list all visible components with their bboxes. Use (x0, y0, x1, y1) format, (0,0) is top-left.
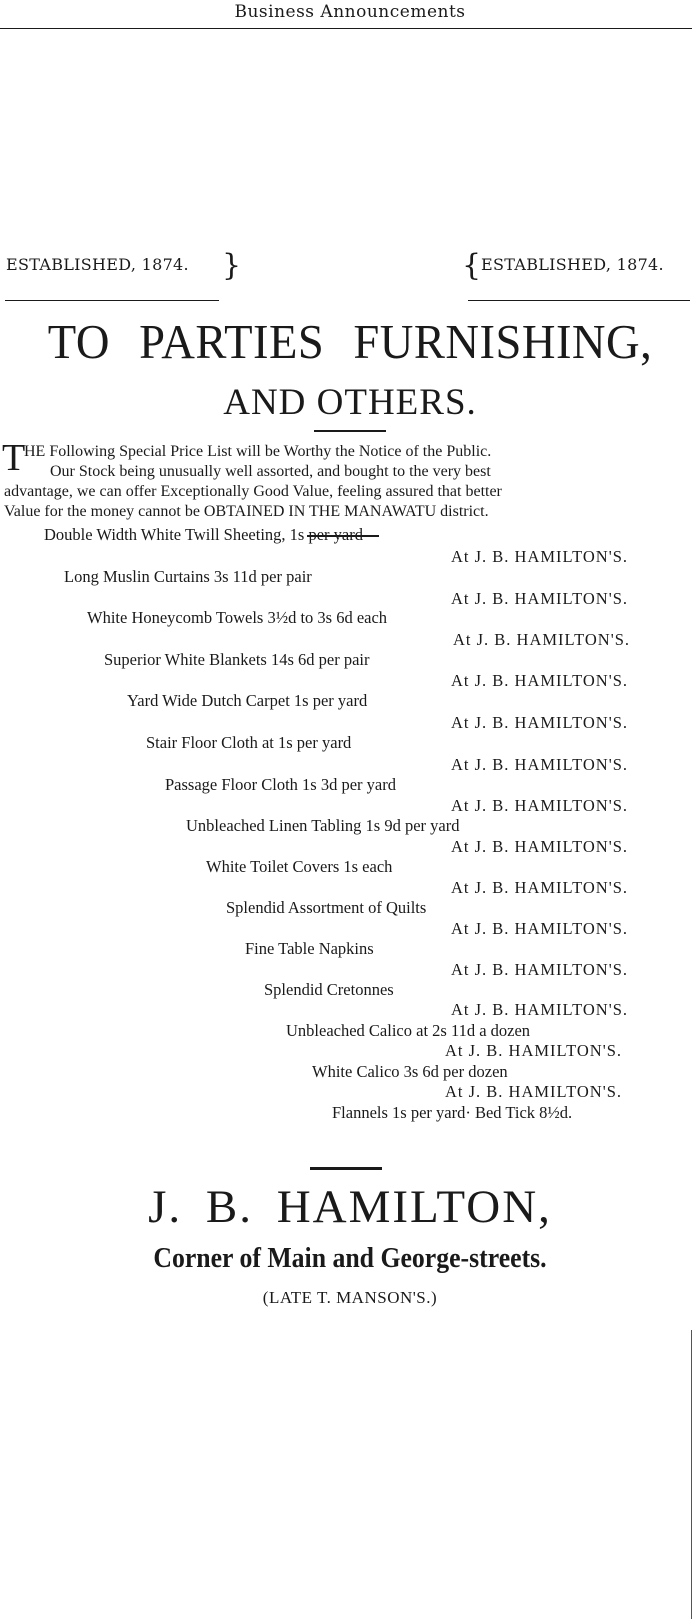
price-item: Unbleached Calico at 2s 11d a dozen (286, 1021, 531, 1040)
price-item: White Toilet Covers 1s each (206, 857, 393, 876)
price-item: White Calico 3s 6d per dozen (312, 1062, 508, 1081)
header-rule (0, 28, 692, 29)
subheadline: AND OTHERS. (223, 382, 477, 423)
price-item: Superior White Blankets 14s 6d per pair (104, 650, 370, 669)
firm-name: J. B. HAMILTON, (148, 1181, 552, 1233)
page-edge-line (691, 1330, 692, 1619)
price-item: Splendid Assortment of Quilts (226, 898, 427, 917)
price-item: Yard Wide Dutch Carpet 1s per yard (127, 691, 368, 710)
price-item-attribution: At J. B. HAMILTON'S. (451, 878, 628, 897)
price-item-attribution: At J. B. HAMILTON'S. (445, 1041, 622, 1060)
intro-line: HE Following Special Price List will be Worthy the Notice of the Public. (24, 443, 492, 460)
price-item: Stair Floor Cloth at 1s per yard (146, 733, 352, 752)
established-right: ESTABLISHED, 1874. (481, 255, 664, 274)
established-rule-left (5, 300, 219, 301)
price-item: Passage Floor Cloth 1s 3d per yard (165, 775, 396, 794)
brace-left: } (222, 248, 242, 283)
price-item: Fine Table Napkins (245, 939, 374, 958)
intro-line: Value for the money cannot be OBTAINED IN THE MANAWATU district. (4, 503, 489, 520)
price-item-attribution: At J. B. HAMILTON'S. (451, 960, 628, 979)
price-item-attribution: At J. B. HAMILTON'S. (451, 755, 628, 774)
price-item-attribution: At J. B. HAMILTON'S. (451, 547, 628, 566)
price-item: Long Muslin Curtains 3s 11d per pair (64, 567, 312, 586)
headline: TO PARTIES FURNISHING, (47, 314, 653, 369)
intro-line: Our Stock being unusually well assorted, and bought to the very best (50, 463, 491, 480)
price-item: Double Width White Twill Sheeting, 1s per yard (44, 525, 363, 544)
price-item: Flannels 1s per yard· Bed Tick 8½d. (332, 1103, 573, 1122)
price-item: White Honeycomb Towels 3½d to 3s 6d each (87, 608, 388, 627)
intro-line: advantage, we can offer Exceptionally Good Value, feeling assured that better (4, 483, 502, 500)
address: Corner of Main and George-streets. (153, 1243, 547, 1274)
price-item-attribution: At J. B. HAMILTON'S. (451, 671, 628, 690)
price-item-attribution: At J. B. HAMILTON'S. (451, 919, 628, 938)
price-item-attribution: At J. B. HAMILTON'S. (451, 837, 628, 856)
price-item-attribution: At J. B. HAMILTON'S. (451, 589, 628, 608)
brace-right: { (462, 248, 482, 283)
divider-rule (310, 1167, 382, 1170)
established-rule-right (468, 300, 690, 301)
price-item-attribution: At J. B. HAMILTON'S. (453, 630, 630, 649)
running-header: Business Announcements (234, 2, 466, 22)
price-item-attribution: At J. B. HAMILTON'S. (451, 713, 628, 732)
price-item-attribution: At J. B. HAMILTON'S. (451, 1000, 628, 1019)
price-item-attribution: At J. B. HAMILTON'S. (445, 1082, 622, 1101)
established-left: ESTABLISHED, 1874. (6, 255, 189, 274)
former-name: (LATE T. MANSON'S.) (262, 1288, 438, 1307)
drop-cap: T (2, 437, 26, 479)
price-item: Splendid Cretonnes (264, 980, 394, 999)
price-item: Unbleached Linen Tabling 1s 9d per yard (186, 816, 460, 835)
price-item-attribution: At J. B. HAMILTON'S. (451, 796, 628, 815)
divider-rule (314, 430, 386, 432)
